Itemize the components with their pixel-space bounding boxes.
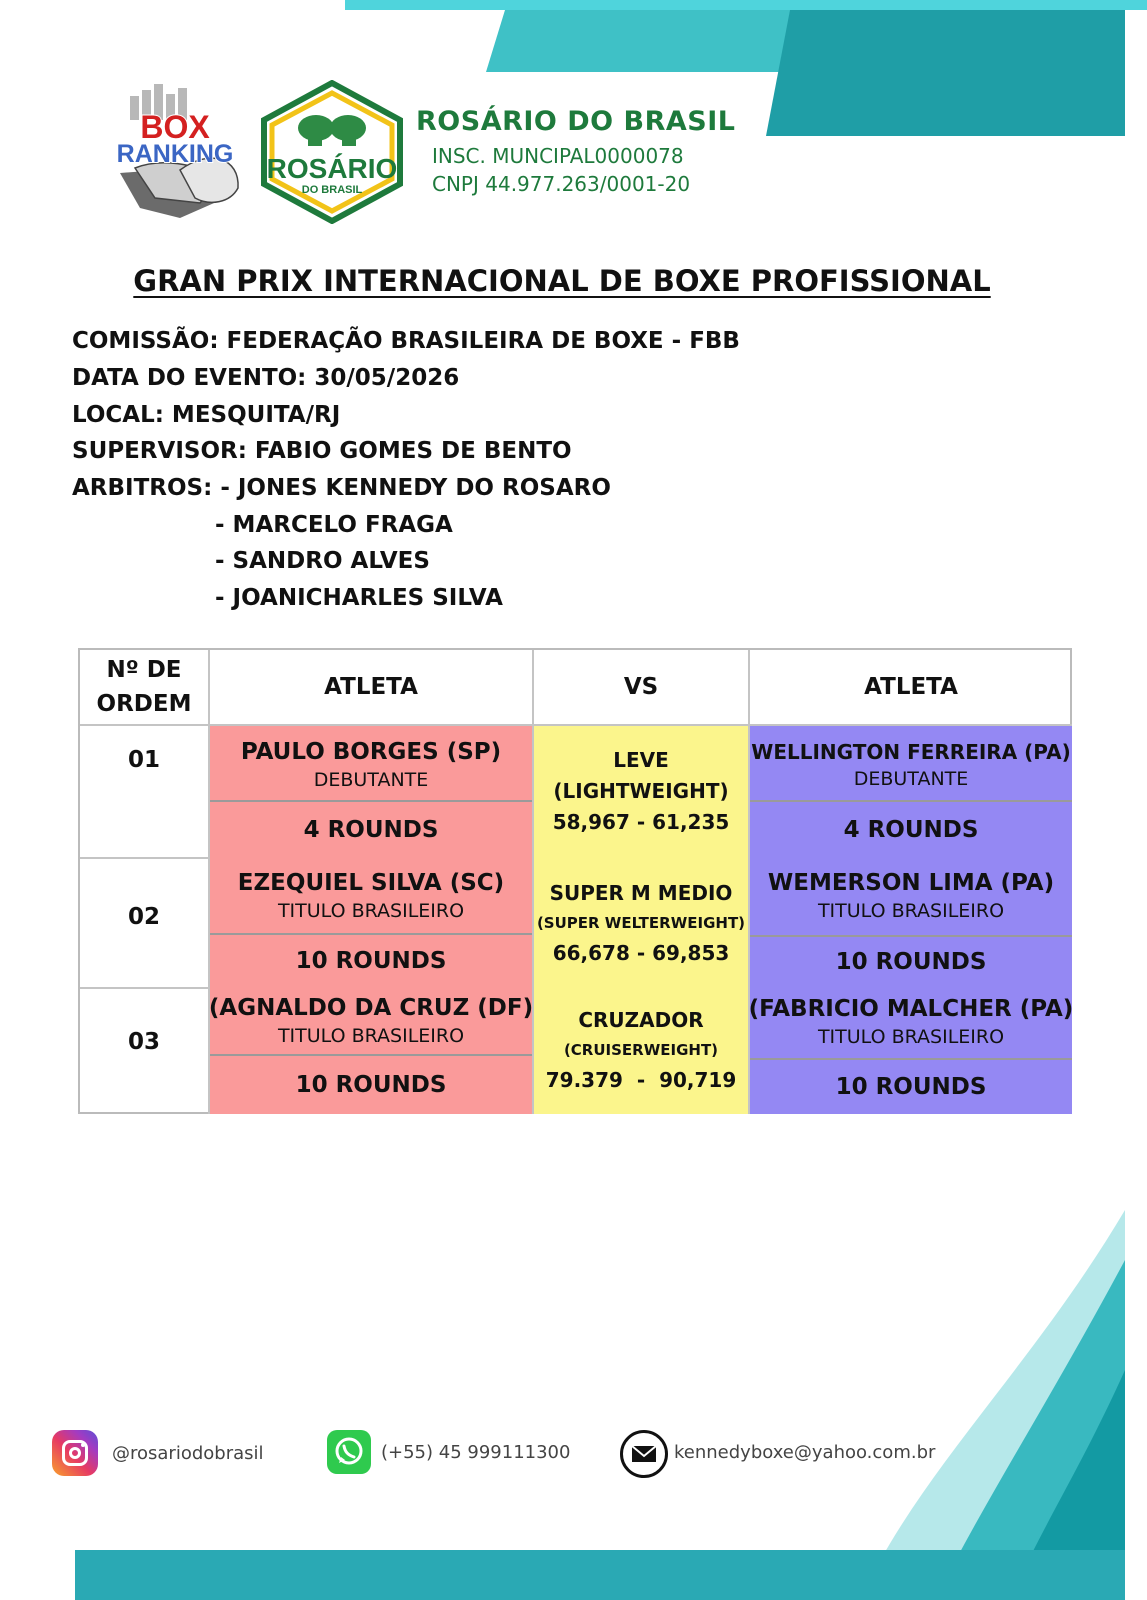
weight-class-en: (CRUISERWEIGHT) [563,1041,719,1059]
svg-text:BOX: BOX [140,109,210,145]
athlete-name: EZEQUIEL SILVA (SC) [237,870,505,896]
location-line: LOCAL: MESQUITA/RJ [72,402,341,428]
referees-line: ARBITROS: - JONES KENNEDY DO ROSARO [72,475,611,501]
referee-item: - SANDRO ALVES [215,548,430,574]
order-header: Nº DE ORDEM [96,657,192,717]
instagram-icon [52,1430,98,1476]
svg-text:ROSÁRIO: ROSÁRIO [266,153,398,184]
rounds-label: 10 ROUNDS [835,1074,987,1100]
commission-line: COMISSÃO: FEDERAÇÃO BRASILEIRA DE BOXE - FBB [72,328,740,354]
weight-range: 79.379 - 90,719 [545,1068,737,1092]
whatsapp-number: (+55) 45 999111300 [381,1441,571,1463]
event-date-line: DATA DO EVENTO: 30/05/2026 [72,365,460,391]
athlete-name: (FABRICIO MALCHER (PA) [748,996,1074,1022]
weight-class-en: (LIGHTWEIGHT) [553,778,729,803]
athlete-name: (AGNALDO DA CRUZ (DF) [208,995,534,1021]
athlete-name: WEMERSON LIMA (PA) [767,870,1055,896]
org-registration: INSC. MUNCIPAL0000078 [432,144,684,168]
rosario-do-brasil-logo [258,80,406,224]
athlete-status: TITULO BRASILEIRO [817,900,1005,922]
weight-range: 66,678 - 69,853 [552,941,730,965]
instagram-contact[interactable] [52,1430,264,1476]
referee-item: - MARCELO FRAGA [215,512,453,538]
weight-class-name: LEVE [613,747,669,772]
bottom-right-decoration [0,1200,1147,1600]
athlete-status: DEBUTANTE [313,769,429,791]
referee-item: - JOANICHARLES SILVA [215,585,503,611]
bout-order: 03 [127,1029,160,1055]
athlete-name: WELLINGTON FERREIRA (PA) [751,740,1071,764]
weight-class-name: SUPER M MEDIO [549,881,733,905]
supervisor-line: SUPERVISOR: FABIO GOMES DE BENTO [72,438,572,464]
athlete-name: PAULO BORGES (SP) [240,739,502,765]
whatsapp-contact[interactable] [327,1430,570,1474]
weight-class-cell [534,736,748,846]
right-athlete-cell [750,990,1072,1054]
rounds-label: 4 ROUNDS [303,816,439,843]
athlete-status: TITULO BRASILEIRO [817,1026,1005,1048]
org-name: ROSÁRIO DO BRASIL [416,106,736,137]
rounds-label: 4 ROUNDS [843,816,979,843]
email-address: kennedyboxe@yahoo.com.br [674,1441,936,1463]
left-athlete-cell [210,990,532,1052]
fight-card-table [78,648,1072,1114]
vs-header: VS [623,674,659,700]
left-athlete-cell [210,732,532,798]
bout-order: 02 [127,904,160,930]
rounds-label: 10 ROUNDS [835,949,987,975]
weight-range: 58,967 - 61,235 [552,809,730,834]
instagram-handle: @rosariodobrasil [112,1442,264,1464]
box-ranking-logo [100,78,250,223]
svg-text:RANKING: RANKING [116,140,234,168]
bout-order: 01 [127,747,160,773]
right-athlete-cell [750,732,1072,798]
whatsapp-icon [327,1430,371,1474]
weight-class-cell [534,868,748,978]
athlete-right-header: ATLETA [864,674,958,700]
event-title: GRAN PRIX INTERNACIONAL DE BOXE PROFISSIONAL [133,264,991,298]
athlete-status: DEBUTANTE [853,768,969,790]
svg-text:DO BRASIL: DO BRASIL [301,184,363,196]
weight-class-cell [534,998,748,1102]
rounds-label: 10 ROUNDS [295,1072,447,1098]
org-cnpj: CNPJ 44.977.263/0001-20 [432,172,691,196]
email-icon [620,1430,668,1478]
email-contact[interactable] [620,1430,935,1478]
weight-class-en: (SUPER WELTERWEIGHT) [536,914,746,932]
athlete-status: TITULO BRASILEIRO [277,1025,465,1047]
rounds-label: 10 ROUNDS [295,948,447,974]
left-athlete-cell [210,861,532,931]
right-athlete-cell [750,861,1072,931]
athlete-status: TITULO BRASILEIRO [277,900,465,922]
athlete-left-header: ATLETA [324,674,418,700]
weight-class-name: CRUZADOR [578,1008,704,1032]
